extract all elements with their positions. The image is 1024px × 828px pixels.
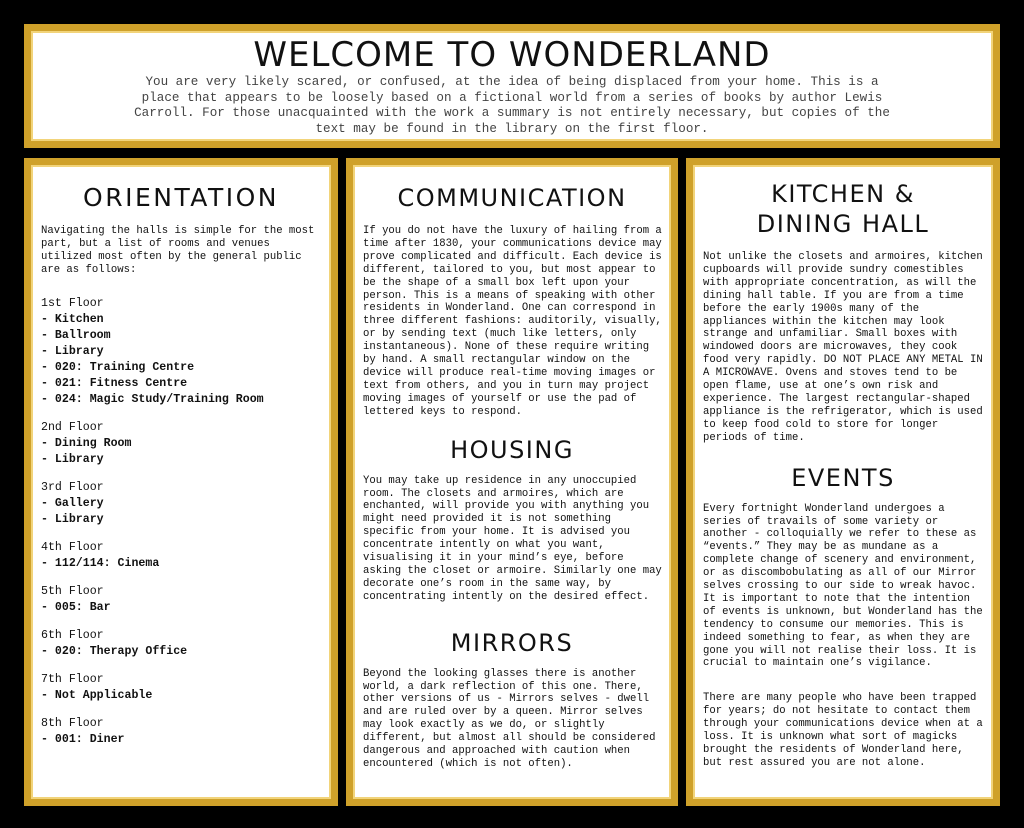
housing-heading: HOUSING	[450, 435, 574, 464]
room-item: - 024: Magic Study/Training Room	[41, 392, 264, 406]
events-text-2: There are many people who have been trapped for years; do not hesitate to contact them through your communications device when at a loss. It is unknown what sort of magicks brought the residents of Wonderland here, but rest assured you are not alone.	[703, 692, 983, 769]
intro-text: You are very likely scared, or confused, at the idea of being displaced from your home. This is a place that appears to be loosely based on a fictional world from a series of books by author Lewis Carroll. For those unacquainted with the work a summary is not entirely necessary, but copies of the text may be found in the library on the first floor.	[134, 75, 890, 136]
welcome-banner	[24, 24, 1000, 148]
room-item: - Ballroom	[41, 328, 111, 342]
housing-text: You may take up residence in any unoccupied room. The closets and armoires, which are enchanted, will provide you with anything you might need provided it is not something specific from your home. It is advised you concentrate intently on what you want, visualising it in your mind’s eye, before asking the closet or armoire. Similarly one may decorate one’s room in the same way, by concentrating intently on the desired effect.	[363, 474, 662, 603]
floor-label: 2nd Floor	[41, 420, 104, 434]
floor-group	[41, 584, 331, 616]
communication-text: If you do not have the luxury of hailing from a time after 1830, your communications device may prove complicated and difficult. Each device is different, tailored to you, but most appear to be the shape of a small box left upon your person. This is a means of speaking with other residents in Wonderland. One can correspond in three different fashions: auditorily, visually, or by sending text (much like letters, only instantaneous). None of these require writing by hand. A small rectangular window on the device will produce real-time moving images or text from others, and you in turn may project moving images of yourself or use the pad of lettered keys to respond.	[363, 225, 662, 418]
floor-label: 7th Floor	[41, 672, 104, 686]
floor-label: 8th Floor	[41, 716, 104, 730]
room-item: - Library	[41, 512, 104, 526]
kitchen-heading	[693, 179, 993, 239]
orientation-panel	[24, 158, 338, 806]
kitchen-heading-line2: DINING HALL	[756, 210, 930, 238]
room-item: - 112/114: Cinema	[41, 556, 160, 570]
orientation-text: Navigating the halls is simple for the most part, but a list of rooms and venues utilized most often by the general public are as follows:	[41, 225, 315, 276]
orientation-heading: ORIENTATION	[83, 183, 279, 212]
floor-label: 5th Floor	[41, 584, 104, 598]
floor-group	[41, 716, 331, 748]
floor-group	[41, 420, 331, 468]
mirrors-text: Beyond the looking glasses there is another world, a dark reflection of this one. There, other versions of us - Mirrors selves - dwell and are ruled over by a queen. Mirror selves may look exactly as we do, or slightly different, but almost all should be considered dangerous and approached with caution when encountered (which is not often).	[363, 667, 656, 770]
room-item: - Library	[41, 452, 104, 466]
floor-group	[41, 480, 331, 528]
events-text: Every fortnight Wonderland undergoes a series of travails of some variety or another - colloquially we refer to these as “events.” They may be as mundane as a complete change of scenery and environment, or as discombobulating as all of our Mirror selves crossing to our side to wreak havoc. It is important to note that the intention of events is unknown, but Wonderland has the tendency to consume our memories. This is indeed something to fear, as when they are gone you will not realise their loss. It is crucial to maintain one’s vigilance.	[703, 502, 983, 670]
room-item: - 021: Fitness Centre	[41, 376, 188, 390]
mirrors-heading: MIRRORS	[450, 628, 574, 657]
floor-label: 4th Floor	[41, 540, 104, 554]
room-item: - Gallery	[41, 496, 104, 510]
floor-group	[41, 672, 331, 704]
floor-group	[41, 540, 331, 572]
communication-heading: COMMUNICATION	[397, 184, 627, 212]
room-item: - 005: Bar	[41, 600, 111, 614]
page-title: WELCOME TO WONDERLAND	[253, 35, 771, 75]
kitchen-events-panel	[686, 158, 1000, 806]
room-item: - 020: Therapy Office	[41, 644, 188, 658]
kitchen-text: Not unlike the closets and armoires, kitchen cupboards will provide sundry comestibles with appropriate concentration, as will the dining hall table. If you are from a time before the early 1900s many of the appliances within the kitchen may look strange and unfamiliar. Small boxes with windowed doors are microwaves, they cook food very rapidly. DO NOT PLACE ANY METAL IN A MICROWAVE. Ovens and stoves tend to be open flame, use at one’s own risk and experience. The largest rectangular-shaped appliance is the refrigerator, which is used to keep food cold to store for longer periods of time.	[703, 251, 983, 444]
floor-group	[41, 628, 331, 660]
room-item: - 020: Training Centre	[41, 360, 195, 374]
events-heading: EVENTS	[791, 463, 895, 492]
floor-list	[31, 296, 331, 748]
room-item: - 001: Diner	[41, 732, 125, 746]
communication-panel	[346, 158, 678, 806]
kitchen-heading-line1: KITCHEN &	[771, 180, 915, 208]
floor-group	[41, 296, 331, 408]
floor-label: 1st Floor	[41, 296, 104, 310]
room-item: - Kitchen	[41, 312, 104, 326]
floor-label: 3rd Floor	[41, 480, 104, 494]
room-item: - Not Applicable	[41, 688, 153, 702]
floor-label: 6th Floor	[41, 628, 104, 642]
room-item: - Dining Room	[41, 436, 132, 450]
room-item: - Library	[41, 344, 104, 358]
